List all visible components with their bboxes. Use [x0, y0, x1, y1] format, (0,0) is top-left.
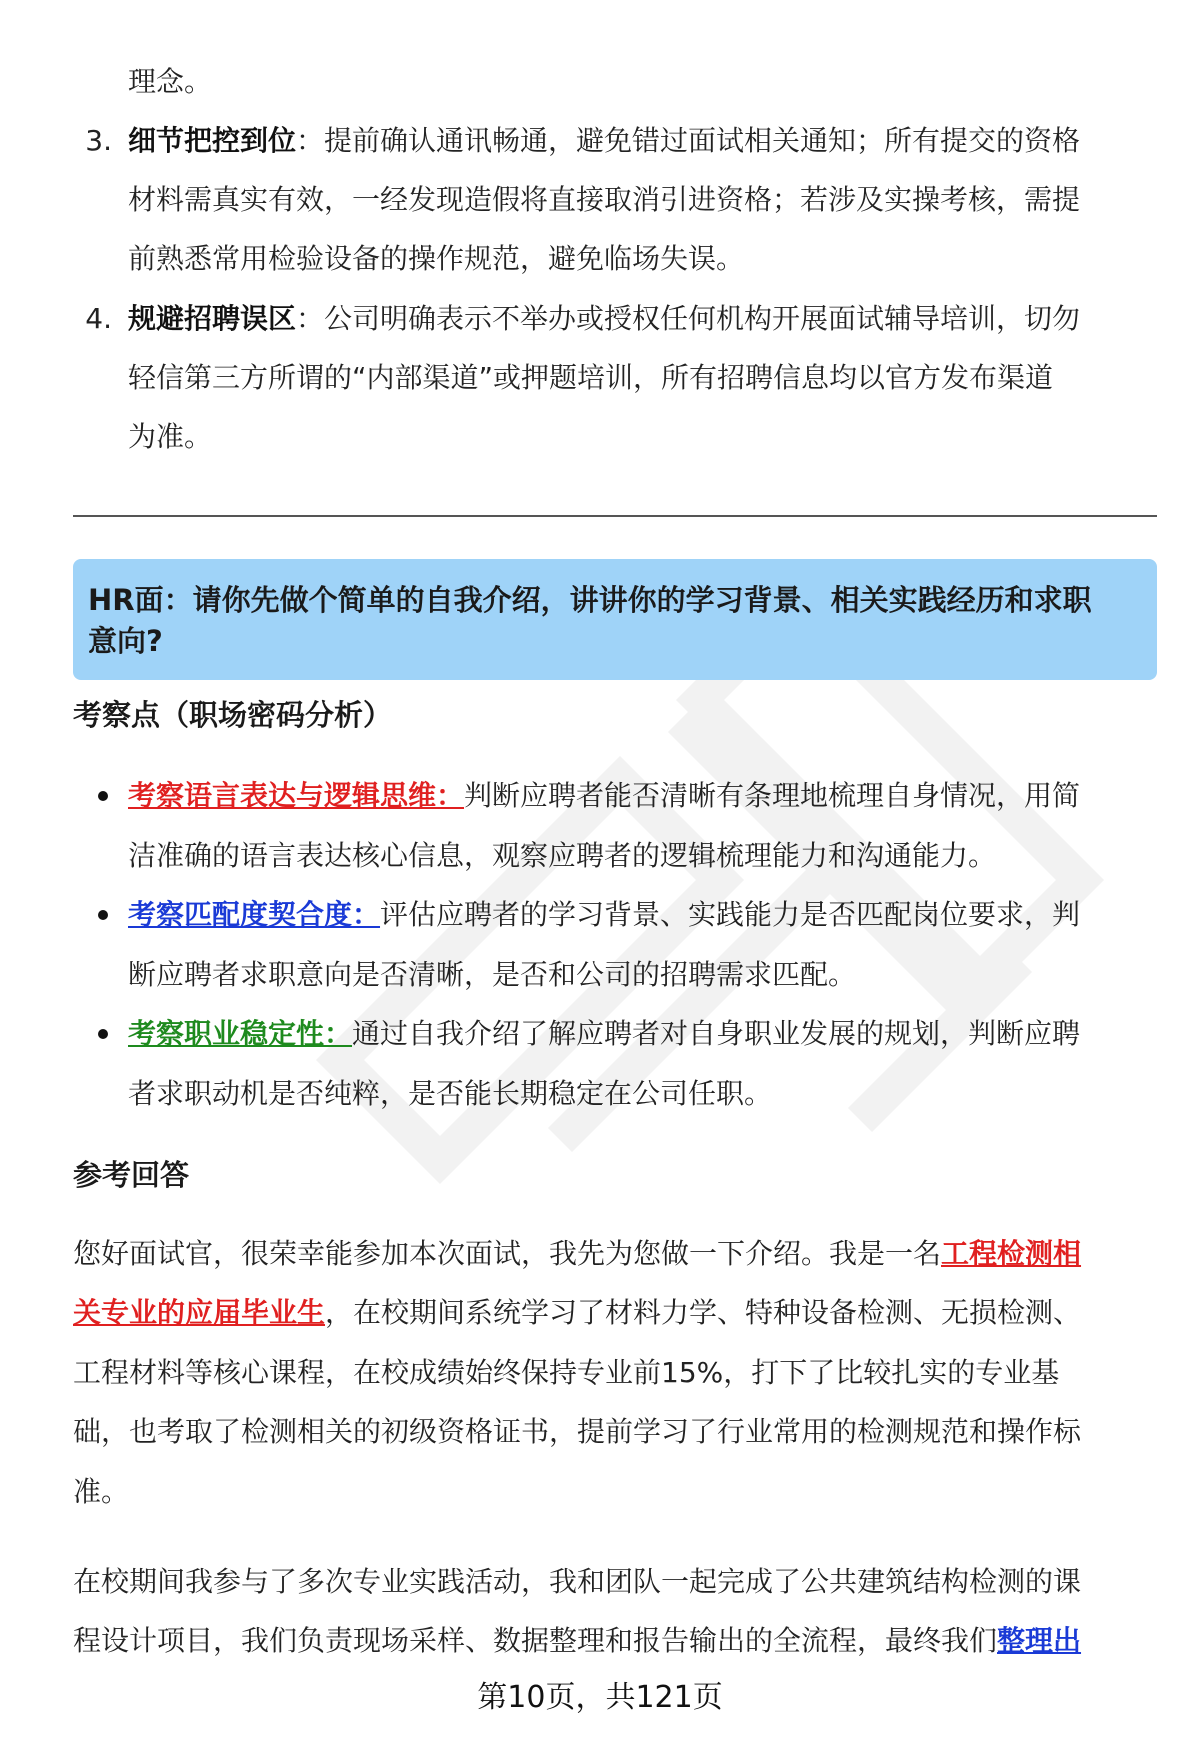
answer-text: 准。 — [73, 1475, 130, 1508]
item-text: ：公司明确表示不举办或授权任何机构开展面试辅导培训，切勿 — [296, 302, 1081, 335]
list-item — [128, 299, 1080, 339]
item-text: ：提前确认通讯畅通，避免错过面试相关通知；所有提交的资格 — [296, 124, 1081, 157]
bullet-icon — [98, 1029, 108, 1039]
item-text: 材料需真实有效，一经发现造假将直接取消引进资格；若涉及实操考核，需提 — [128, 183, 1081, 216]
bullet-icon — [98, 791, 108, 801]
section-title: 考察点（职场密码分析） — [73, 698, 393, 732]
section-divider — [73, 515, 1157, 517]
answer-text: 在校期间我参与了多次专业实践活动，我和团队一起完成了公共建筑结构检测的课 — [73, 1565, 1082, 1598]
point-text: 通过自我介绍了解应聘者对自身职业发展的规划，判断应聘 — [352, 1017, 1081, 1050]
item-text: 为准。 — [128, 420, 213, 453]
point-text: 评估应聘者的学习背景、实践能力是否匹配岗位要求，判 — [380, 898, 1081, 931]
list-number: 3. — [85, 124, 112, 157]
bullet-icon — [98, 910, 108, 920]
answer-text — [73, 1234, 1081, 1274]
item-title: 规避招聘误区 — [128, 302, 297, 335]
prev-item-tail: 理念。 — [128, 65, 213, 98]
list-item — [128, 121, 1080, 161]
answer-text — [73, 1621, 1081, 1661]
point-text: 洁准确的语言表达核心信息，观察应聘者的逻辑梳理能力和沟通能力。 — [128, 839, 997, 872]
answer-text-segment: 您好面试官，很荣幸能参加本次面试，我先为您做一下介绍。我是一名 — [73, 1237, 942, 1270]
answer-text-segment: ，在校期间系统学习了材料力学、特种设备检测、无损检测、 — [325, 1296, 1082, 1329]
point-label: 考察职业稳定性： — [128, 1017, 353, 1050]
list-number: 4. — [85, 302, 112, 335]
item-text: 前熟悉常用检验设备的操作规范，避免临场失误。 — [128, 242, 745, 275]
answer-title: 参考回答 — [73, 1158, 190, 1192]
list-item — [128, 895, 1080, 935]
item-title: 细节把控到位 — [128, 124, 297, 157]
point-text: 断应聘者求职意向是否清晰，是否和公司的招聘需求匹配。 — [128, 958, 857, 991]
point-label: 考察匹配度契合度： — [128, 898, 381, 931]
item-text: 轻信第三方所谓的“内部渠道”或押题培训，所有招聘信息均以官方发布渠道 — [128, 361, 1054, 394]
answer-text: 础，也考取了检测相关的初级资格证书，提前学习了行业常用的检测规范和操作标 — [73, 1415, 1082, 1448]
point-text: 判断应聘者能否清晰有条理地梳理自身情况，用简 — [464, 779, 1081, 812]
question-text: HR面：请你先做个简单的自我介绍，讲讲你的学习背景、相关实践经历和求职 — [88, 583, 1092, 617]
point-label: 考察语言表达与逻辑思维： — [128, 779, 465, 812]
answer-text-segment: 程设计项目，我们负责现场采样、数据整理和报告输出的全流程，最终我们 — [73, 1624, 998, 1657]
answer-text: 工程材料等核心课程，在校成绩始终保持专业前15%，打下了比较扎实的专业基 — [73, 1356, 1060, 1389]
answer-highlight: 整理出 — [997, 1624, 1082, 1657]
answer-highlight: 关专业的应届毕业生 — [73, 1296, 326, 1329]
list-item — [128, 776, 1080, 816]
answer-text — [73, 1293, 1081, 1333]
list-item — [128, 1014, 1080, 1054]
page-number: 第10页，共121页 — [477, 1680, 723, 1715]
answer-highlight: 工程检测相 — [941, 1237, 1082, 1270]
question-text: 意向? — [88, 624, 163, 658]
point-text: 者求职动机是否纯粹，是否能长期稳定在公司任职。 — [128, 1077, 773, 1110]
